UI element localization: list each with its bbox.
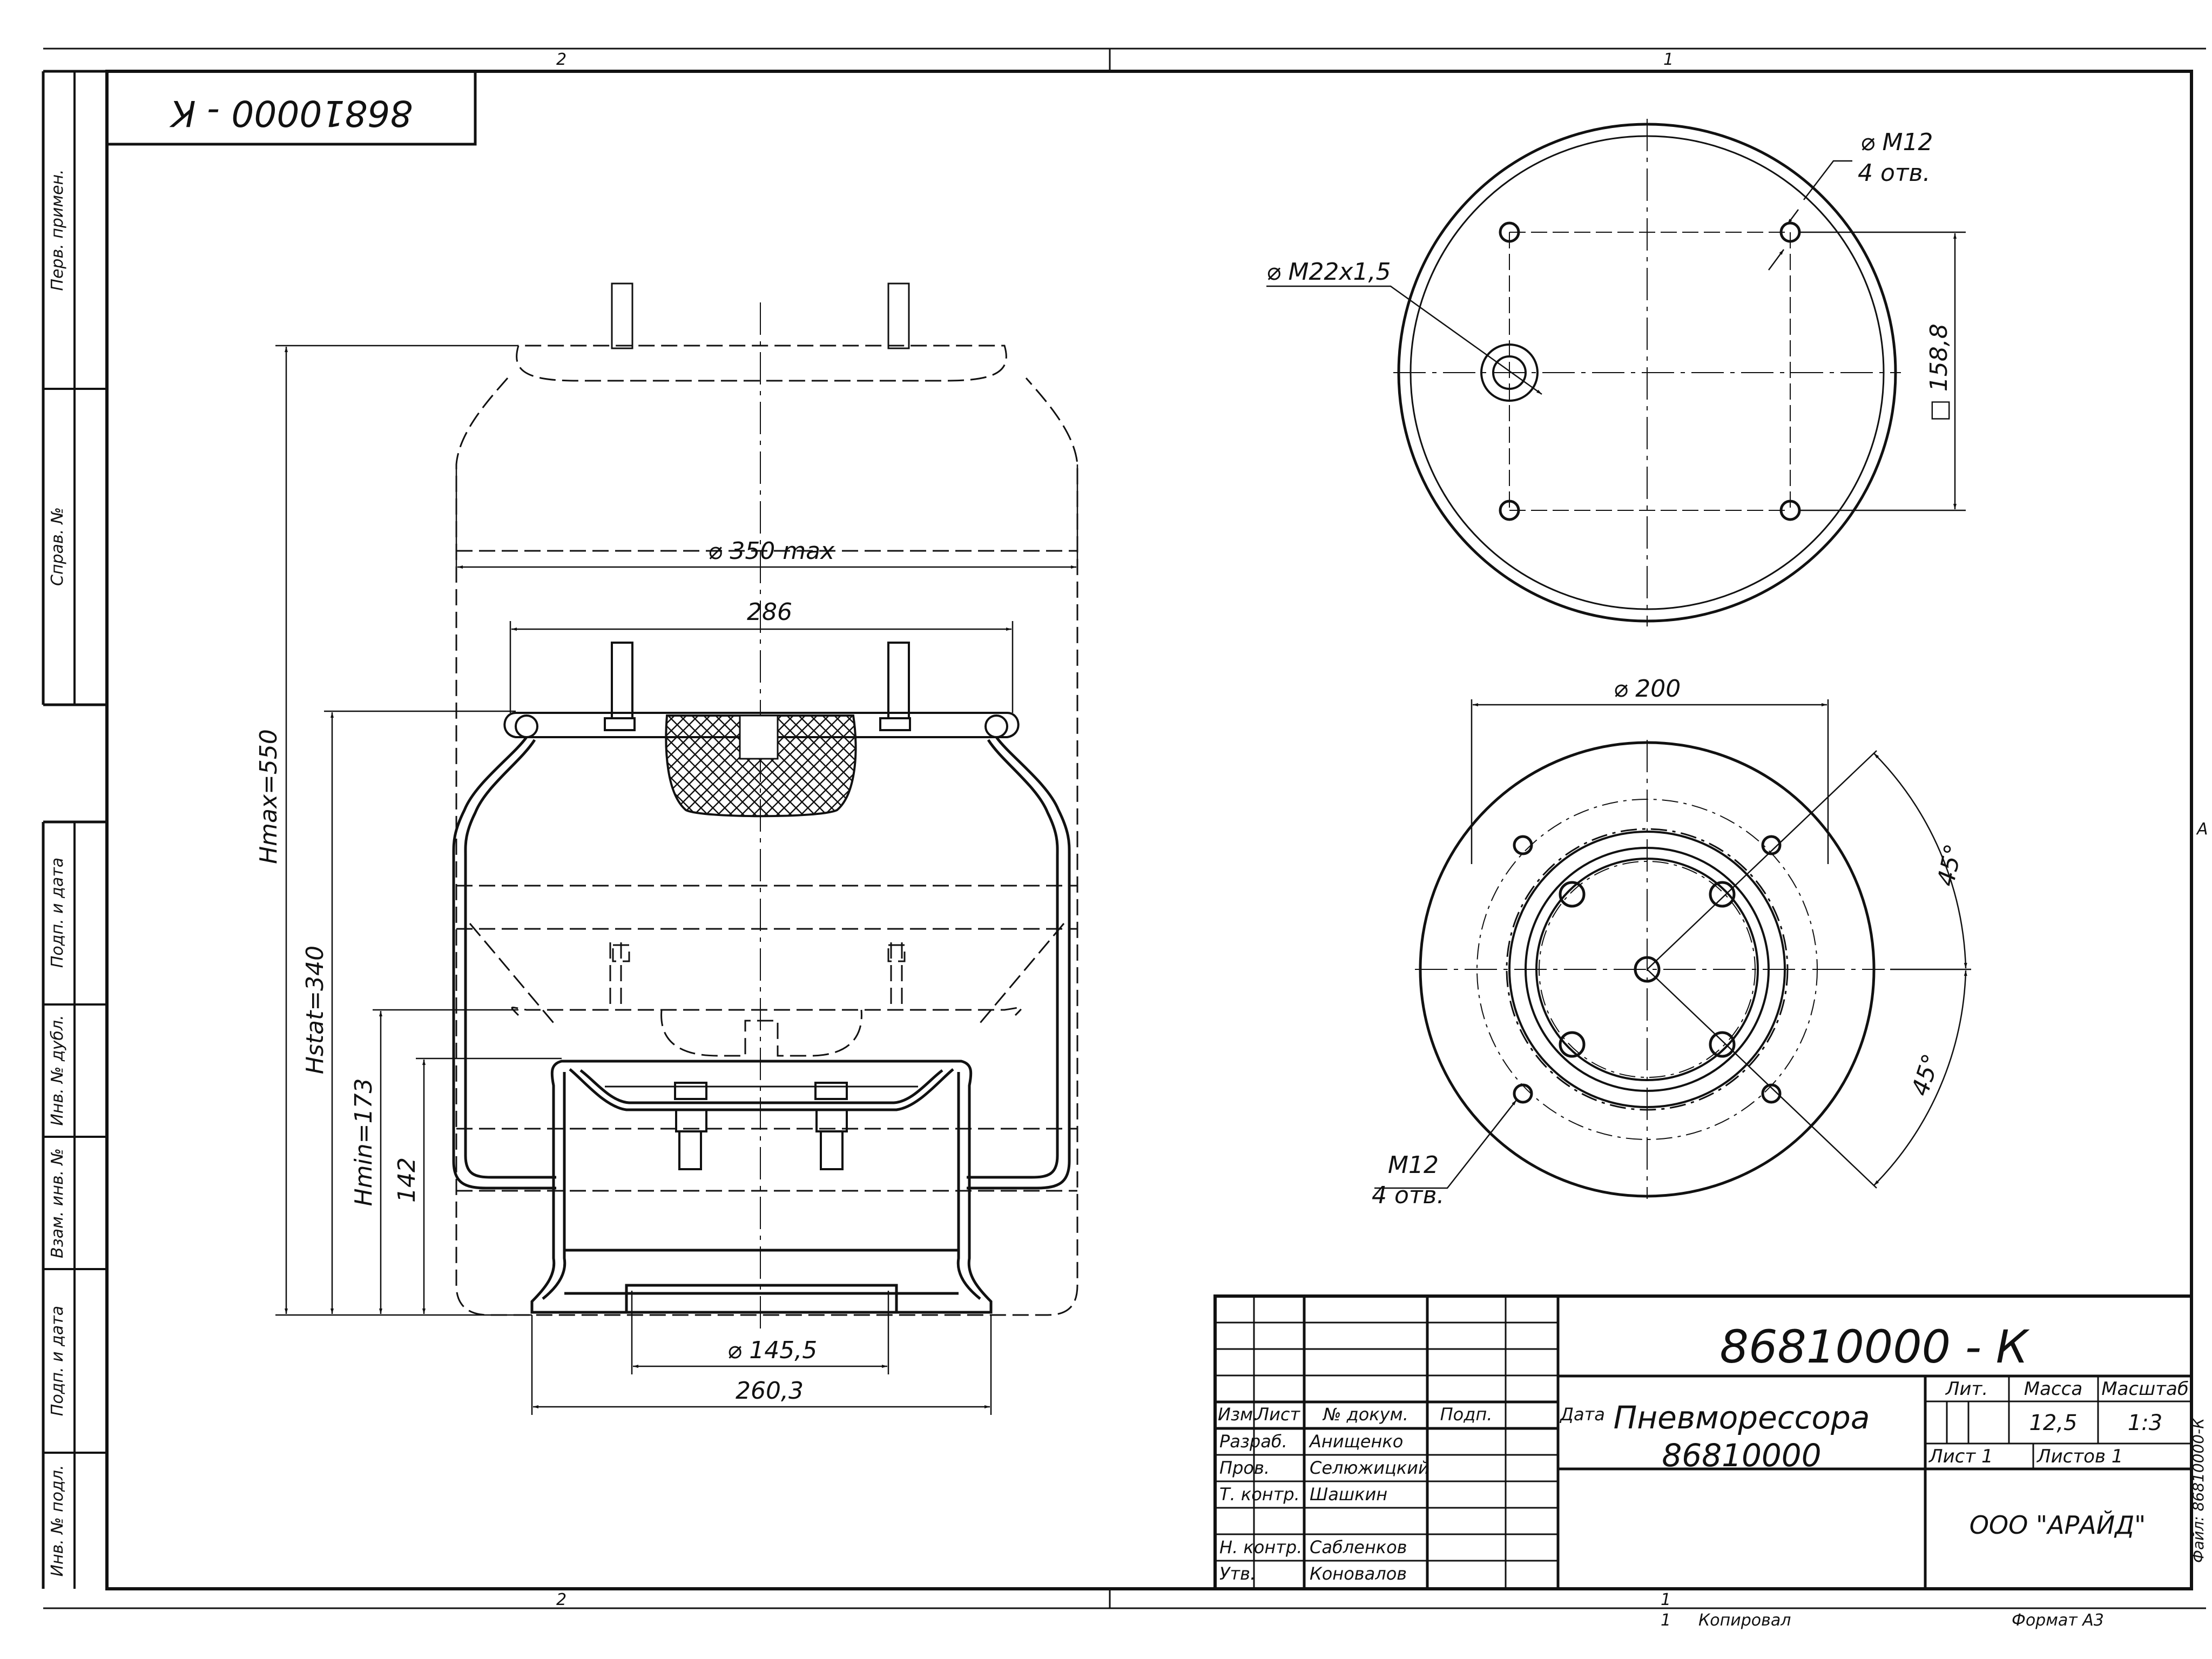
name-utv: Коновалов — [1310, 1563, 1407, 1584]
title-header-izm: Изм. — [1218, 1404, 1259, 1425]
role-utv: Утв. — [1219, 1563, 1256, 1584]
title-drawing-number: 86810000 - К — [1719, 1320, 2028, 1373]
role-n-kontr: Н. контр. — [1219, 1537, 1303, 1557]
side-label-vzam-inv: Взам. инв. № — [48, 1148, 67, 1258]
name-t-kontr: Шашкин — [1310, 1484, 1388, 1505]
side-label-perv-primen: Перв. примен. — [48, 169, 67, 291]
name-razrab: Анищенко — [1310, 1431, 1404, 1452]
title-header-list: Лист — [1256, 1404, 1300, 1425]
dim-dia350: ⌀ 350 max — [707, 537, 835, 565]
dim-angle-2: 45° — [1906, 1050, 1946, 1100]
side-label-inv-podl: Инв. № подл. — [48, 1465, 67, 1577]
side-label-inv-dubl: Инв. № дубл. — [48, 1015, 67, 1126]
copied-number: 1 — [1661, 1611, 1671, 1630]
dim-hmin: Hmin=173 — [350, 1078, 377, 1206]
title-header-doc: № докум. — [1323, 1404, 1408, 1425]
dim-dia145: ⌀ 145,5 — [727, 1337, 818, 1364]
copied-label: Копировал — [1698, 1611, 1791, 1630]
dim-260: 260,3 — [736, 1377, 804, 1405]
dim-holes-top: 4 отв. — [1858, 159, 1931, 187]
dim-angle-1: 45° — [1932, 841, 1968, 889]
sheets-label: Листов 1 — [2037, 1446, 2123, 1467]
dim-thread-bottom: M12 — [1388, 1151, 1439, 1179]
sheet-label: Лист 1 — [1929, 1446, 1993, 1467]
role-prov: Пров. — [1219, 1458, 1270, 1478]
dim-thread-center: ⌀ M22x1,5 — [1266, 258, 1391, 286]
dim-hstat: Hstat=340 — [301, 945, 329, 1075]
dim-142: 142 — [393, 1157, 421, 1203]
dim-square: □ 158,8 — [1925, 323, 1953, 422]
title-header-data: Дата — [1560, 1404, 1605, 1425]
zone-label-bottom-left: 2 — [556, 1590, 567, 1609]
file-label: Файл: 86810000-К — [2189, 1418, 2207, 1563]
dim-thread-top: ⌀ M12 — [1860, 129, 1933, 156]
role-t-kontr: Т. контр. — [1219, 1484, 1300, 1505]
title-name-line2: 86810000 — [1662, 1437, 1822, 1474]
dim-hmax: Hmax=550 — [255, 729, 282, 864]
side-label-podp-data-1: Подп. и дата — [48, 857, 67, 968]
rotated-stamp-text: 86810000 - К — [170, 92, 413, 134]
side-label-sprav: Справ. № — [48, 507, 67, 586]
zone-label-top-right: 1 — [1663, 50, 1674, 69]
mass-value: 12,5 — [2029, 1411, 2078, 1435]
mass-label: Масса — [2024, 1378, 2083, 1400]
title-name-line1: Пневморессора — [1613, 1399, 1870, 1436]
format-label: Формат А3 — [2012, 1611, 2104, 1630]
scale-label: Масштаб — [2101, 1378, 2189, 1400]
dim-286: 286 — [747, 598, 792, 626]
lit-label: Лит. — [1945, 1378, 1988, 1400]
scale-value: 1:3 — [2127, 1411, 2163, 1435]
company-name: ООО "АРАЙД" — [1969, 1510, 2146, 1540]
dim-holes-bottom: 4 отв. — [1372, 1182, 1445, 1209]
title-header-podp: Подп. — [1440, 1404, 1493, 1425]
zone-label-bottom-right: 1 — [1661, 1590, 1671, 1609]
dim-dia200: ⌀ 200 — [1613, 675, 1681, 703]
name-n-kontr: Сабленков — [1310, 1537, 1407, 1557]
role-razrab: Разраб. — [1219, 1431, 1287, 1452]
zone-label-side: A — [2197, 820, 2208, 839]
side-label-podp-data-2: Подп. и дата — [48, 1305, 67, 1417]
name-prov: Селюжицкий — [1310, 1458, 1429, 1478]
zone-label-top-left: 2 — [556, 50, 567, 69]
